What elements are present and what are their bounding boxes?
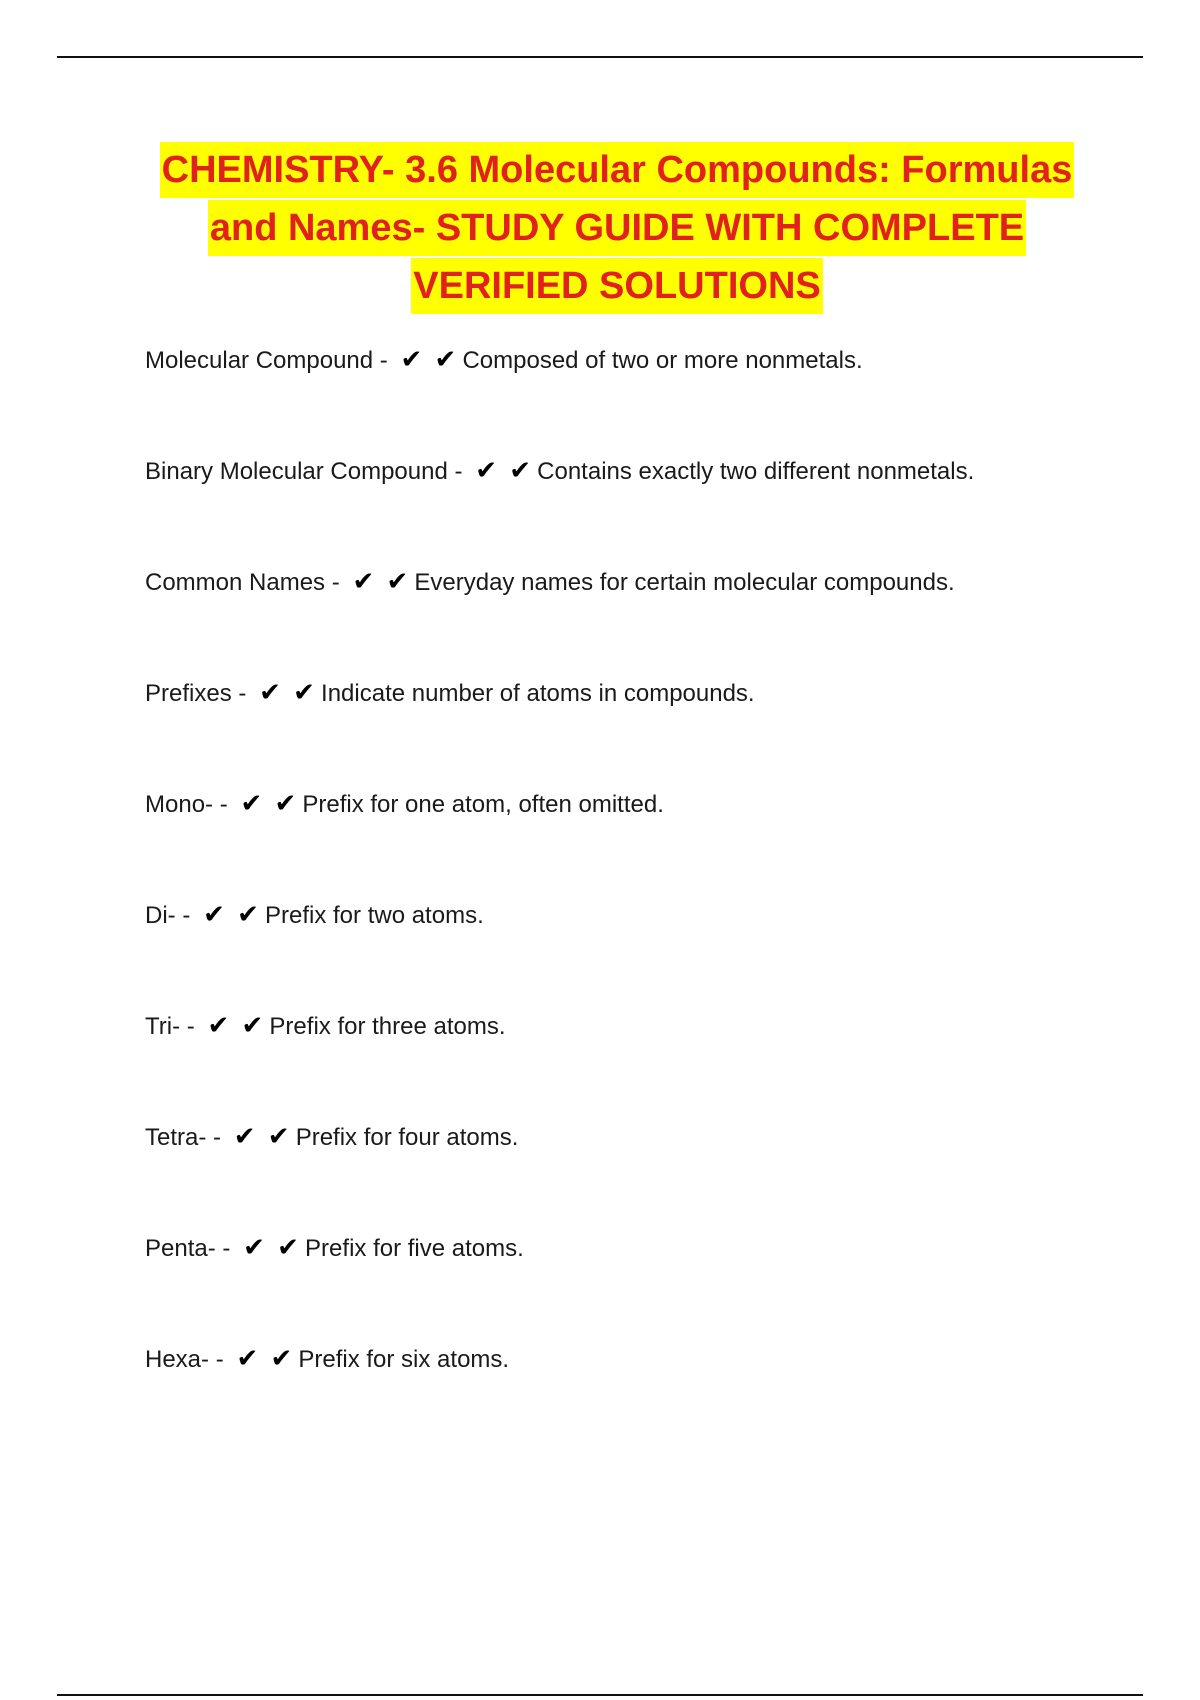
term: Binary Molecular Compound - [145, 458, 463, 485]
checkmark-icon: ✔ [400, 345, 423, 375]
checkmark-icon: ✔ [203, 900, 225, 930]
term: Di- - [145, 902, 191, 929]
checkmark-icon: ✔ [259, 678, 281, 708]
definition: Prefix for two atoms. [265, 902, 484, 929]
checkmark-icon: ✔ [236, 1344, 259, 1374]
term: Tri- - [145, 1013, 195, 1040]
checkmark-icon: ✔ [293, 678, 315, 708]
checkmark-icon: ✔ [241, 1011, 264, 1041]
term: Penta- - [145, 1235, 231, 1262]
term: Prefixes - [145, 680, 247, 707]
term: Hexa- - [145, 1346, 224, 1373]
title-line-3: VERIFIED SOLUTIONS [411, 258, 822, 314]
checkmark-icon: ✔ [434, 345, 457, 375]
checkmark-icon: ✔ [243, 1233, 265, 1263]
list-item [145, 335, 1145, 446]
checkmark-icon: ✔ [207, 1011, 230, 1041]
list-item [145, 446, 1145, 557]
definition: Contains exactly two different nonmetals. [537, 458, 975, 485]
checkmark-icon: ✔ [267, 1122, 290, 1152]
list-item [145, 779, 1145, 890]
checkmark-icon: ✔ [274, 789, 297, 819]
term: Tetra- - [145, 1124, 222, 1151]
definition: Prefix for five atoms. [305, 1235, 524, 1262]
bottom-divider [57, 1694, 1143, 1696]
checkmark-icon: ✔ [509, 456, 532, 486]
title-line-2: and Names- STUDY GUIDE WITH COMPLETE [208, 200, 1026, 256]
list-item [145, 1001, 1145, 1112]
title-line-1: CHEMISTRY- 3.6 Molecular Compounds: Formulas [160, 142, 1075, 198]
list-item [145, 890, 1145, 1001]
list-item [145, 1223, 1145, 1334]
definition: Composed of two or more nonmetals. [462, 347, 863, 374]
list-item [145, 668, 1145, 779]
top-divider [57, 56, 1143, 58]
term: Molecular Compound - [145, 347, 388, 374]
checkmark-icon: ✔ [386, 567, 409, 597]
checkmark-icon: ✔ [277, 1233, 299, 1263]
term: Common Names - [145, 569, 340, 596]
list-item [145, 1112, 1145, 1223]
checkmark-icon: ✔ [237, 900, 259, 930]
definition-list [145, 335, 1145, 1445]
list-item [145, 1334, 1145, 1445]
definition: Everyday names for certain molecular compounds. [414, 569, 955, 596]
checkmark-icon: ✔ [240, 789, 263, 819]
document-title [0, 142, 1200, 316]
list-item [145, 557, 1145, 668]
checkmark-icon: ✔ [233, 1122, 256, 1152]
definition: Prefix for six atoms. [298, 1346, 510, 1373]
checkmark-icon: ✔ [270, 1344, 293, 1374]
checkmark-icon: ✔ [475, 456, 498, 486]
checkmark-icon: ✔ [352, 567, 375, 597]
definition: Prefix for one atom, often omitted. [302, 791, 664, 818]
definition: Prefix for four atoms. [295, 1124, 519, 1151]
definition: Indicate number of atoms in compounds. [321, 680, 755, 707]
term: Mono- - [145, 791, 228, 818]
definition: Prefix for three atoms. [269, 1013, 506, 1040]
